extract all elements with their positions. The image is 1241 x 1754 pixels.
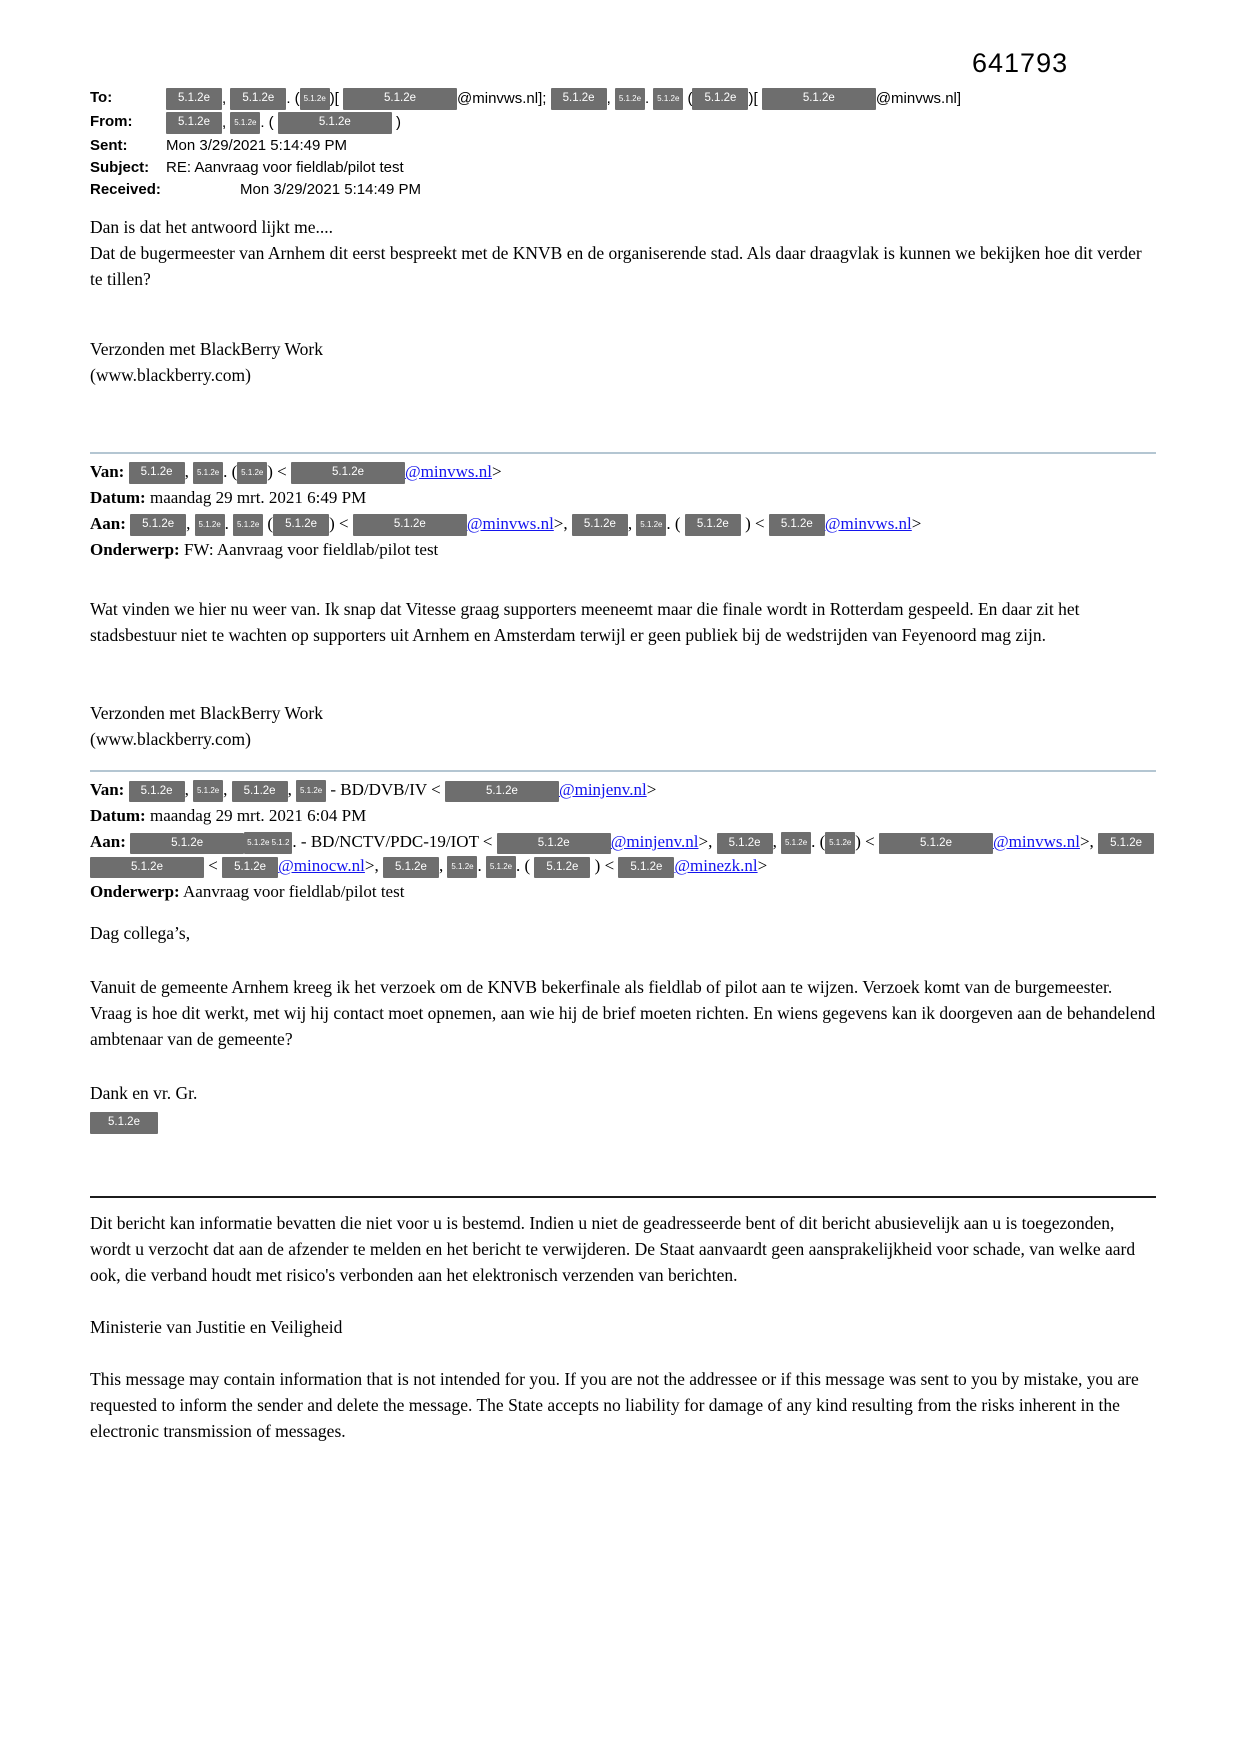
redaction-box: 5.1.2e	[618, 857, 674, 879]
email-link[interactable]: @minocw.nl	[278, 856, 365, 876]
redaction-box: 5.1.2e	[300, 88, 330, 110]
email-link[interactable]: @minezk.nl	[674, 856, 758, 876]
blackberry-signature-1	[90, 336, 1156, 388]
redaction-box: 5.1.2e	[353, 514, 467, 536]
redaction-box: 5.1.2e	[232, 781, 288, 803]
datum-value: maandag 29 mrt. 2021 6:04 PM	[149, 806, 367, 826]
redaction-box: 5.1.2e	[615, 88, 645, 110]
header-row-sent	[90, 136, 1156, 156]
subject-value: RE: Aanvraag voor fieldlab/pilot test	[166, 159, 404, 176]
quoted1-row-datum	[90, 486, 1156, 510]
aan-value: 5.1.2e 5.1.2e 5.1.2 . - BD/NCTV/PDC-19/IOT < 5.1.2e @minjenv.nl>, 5.1.2e , 5.1.2e . ( 5.1.2e ) < 5.1.2e @minvws.nl>, 5.1.2e 5.1.2e < 5.1.2e @minocw.nl>, 5.1.2e , 5.1.2e . 5.1.2e . ( 5.1.2e ) < 5.1.2e @minezk.nl>	[90, 832, 1154, 875]
redaction-box: 5.1.2e	[195, 514, 225, 536]
redaction-box: 5.1.2e	[383, 857, 439, 879]
redaction-box: 5.1.2e	[497, 833, 611, 855]
email-document	[90, 88, 1156, 1444]
onderwerp-value: Aanvraag voor fieldlab/pilot test	[183, 882, 405, 902]
redaction-box: 5.1.2e	[486, 856, 516, 878]
disclaimer-english: This message may contain information that is not intended for you. If you are not the addressee or if this message was sent to you by mistake, you are requested to inform the sender and delete the message. The State accepts no liability for damage of any kind resulting from the risks inherent in the electronic transmission of messages.	[90, 1368, 1139, 1441]
redaction-box: 5.1.2e	[233, 514, 263, 536]
redaction-box: 5.1.2e	[166, 112, 222, 134]
redaction-box: 5.1.2e	[717, 833, 773, 855]
blackberry-line2: (www.blackberry.com)	[90, 729, 251, 750]
header-row-subject	[90, 158, 1156, 178]
email-link[interactable]: @minjenv.nl	[610, 832, 699, 852]
redaction-box: 5.1.2e	[636, 514, 666, 536]
redaction-box: 5.1.2e	[222, 857, 278, 879]
disclaimer-dutch: Dit bericht kan informatie bevatten die niet voor u is bestemd. Indien u niet de geadresseerde bent of dit bericht abusievelijk aan u is toegezonden, wordt u verzocht dat aan de afzender te melden en het bericht te verwijderen. De Staat aanvaardt geen aansprakelijkheid voor schade, van welke aard ook, die verband houdt met risico's verbonden aan het elektronisch verzenden van berichten.	[90, 1212, 1136, 1285]
from-value: 5.1.2e , 5.1.2e . ( 5.1.2e )	[166, 112, 1156, 134]
onderwerp-value: FW: Aanvraag voor fieldlab/pilot test	[183, 540, 439, 560]
redaction-box: 5.1.2e	[230, 112, 260, 134]
redaction-box: 5.1.2e	[534, 857, 590, 879]
email-link[interactable]: @minvws.nl	[824, 514, 912, 534]
redaction-box: 5.1.2e	[90, 1112, 158, 1134]
redaction-box: 5.1.2e	[237, 462, 267, 484]
redaction-box: 5.1.2e	[781, 832, 811, 854]
datum-label: Datum:	[90, 488, 146, 508]
redaction-box: 5.1.2e	[445, 781, 559, 803]
message-body-2: Wat vinden we hier nu weer van. Ik snap dat Vitesse graag supporters meeneemt maar die finale wordt in Rotterdam gespeeld. En daar zit het stadsbestuur niet te wachten op supporters uit Arnhem en Amsterdam terwijl er geen publiek bij de wedstrijden van Feyenoord mag zijn.	[90, 599, 1080, 646]
redaction-box: 5.1.2e	[230, 88, 286, 110]
ministry-name: Ministerie van Justitie en Veiligheid	[90, 1316, 343, 1337]
email-link[interactable]: @minvws.nl	[466, 514, 554, 534]
datum-value: maandag 29 mrt. 2021 6:49 PM	[149, 488, 367, 508]
redaction-box: 5.1.2e	[343, 88, 457, 110]
aan-label: Aan:	[90, 832, 126, 852]
redaction-box: 5.1.2e	[551, 88, 607, 110]
redaction-box: 5.1.2e	[90, 857, 204, 879]
header-row-received	[90, 180, 1156, 200]
van-label: Van:	[90, 780, 125, 800]
quoted2-row-onderwerp	[90, 880, 1156, 904]
quoted1-row-onderwerp	[90, 538, 1156, 562]
blackberry-signature-2	[90, 700, 1156, 752]
message-body-3: Vanuit de gemeente Arnhem kreeg ik het verzoek om de KNVB bekerfinale als fieldlab of pilot aan te wijzen. Verzoek komt van de burgemeester. Vraag is hoe dit werkt, met wij hij contact moet opnemen, aan wie hij de brief moeten richten. En wiens gegevens kan ik doorgeven aan de behandelend ambtenaar van de gemeente?	[90, 977, 1156, 1050]
blackberry-line1: Verzonden met BlackBerry Work	[90, 339, 323, 359]
header-row-to	[90, 88, 1156, 110]
redaction-box: 5.1.2e	[447, 856, 477, 878]
blackberry-line1: Verzonden met BlackBerry Work	[90, 703, 323, 724]
redaction-box: 5.1.2e	[1098, 833, 1154, 855]
redaction-box: 5.1.2e	[193, 462, 223, 484]
redaction-box: 5.1.2e	[130, 833, 244, 855]
email-link[interactable]: @minjenv.nl	[558, 780, 647, 800]
redaction-box: 5.1.2e	[130, 514, 186, 536]
to-value: 5.1.2e , 5.1.2e . ( 5.1.2e )[ 5.1.2e @minvws.nl]; 5.1.2e , 5.1.2e . 5.1.2e ( 5.1.2e )[ 5.1.2e @minvws.nl]	[166, 88, 1156, 110]
received-label: Received:	[90, 181, 161, 198]
redaction-box: 5.1.2e	[278, 112, 392, 134]
redaction-box: 5.1.2e	[129, 781, 185, 803]
message-body-1	[90, 214, 1156, 292]
redaction-box: 5.1.2e 5.1.2	[244, 832, 292, 854]
onderwerp-label: Onderwerp:	[90, 540, 180, 560]
message3-greeting: Dag collega’s,	[90, 923, 191, 944]
onderwerp-label: Onderwerp:	[90, 882, 180, 902]
signature-redaction-row	[90, 1112, 1156, 1134]
redaction-box: 5.1.2e	[572, 514, 628, 536]
redaction-box: 5.1.2e	[879, 833, 993, 855]
redaction-box: 5.1.2e	[653, 88, 683, 110]
quoted2-row-aan	[90, 830, 1156, 878]
quoted1-row-aan	[90, 512, 1156, 536]
quoted-divider-1	[90, 452, 1156, 454]
redaction-box: 5.1.2e	[825, 832, 855, 854]
from-label: From:	[90, 113, 133, 130]
redaction-box: 5.1.2e	[296, 780, 326, 802]
subject-label: Subject:	[90, 159, 150, 176]
datum-label: Datum:	[90, 806, 146, 826]
sent-value: Mon 3/29/2021 5:14:49 PM	[166, 137, 347, 154]
header-row-from	[90, 112, 1156, 134]
aan-label: Aan:	[90, 514, 126, 534]
quoted2-row-van	[90, 778, 1156, 802]
quoted-divider-2	[90, 770, 1156, 772]
message1-line1: Dan is dat het antwoord lijkt me....	[90, 217, 334, 237]
redaction-box: 5.1.2e	[769, 514, 825, 536]
quoted2-row-datum	[90, 804, 1156, 828]
quoted-header-2	[90, 778, 1156, 904]
received-value: Mon 3/29/2021 5:14:49 PM	[240, 181, 421, 198]
redaction-box: 5.1.2e	[762, 88, 876, 110]
redaction-box: 5.1.2e	[692, 88, 748, 110]
email-link[interactable]: @minvws.nl	[405, 462, 492, 481]
to-label: To:	[90, 89, 113, 106]
aan-value: 5.1.2e , 5.1.2e . 5.1.2e ( 5.1.2e ) < 5.1.2e @minvws.nl>, 5.1.2e , 5.1.2e . ( 5.1.2e ) < 5.1.2e @minvws.nl>	[130, 514, 921, 533]
redaction-box: 5.1.2e	[273, 514, 329, 536]
van-label: Van:	[90, 462, 125, 481]
sent-label: Sent:	[90, 137, 128, 154]
blackberry-line2: (www.blackberry.com)	[90, 365, 251, 385]
quoted1-row-van	[90, 460, 1156, 484]
footer-divider	[90, 1196, 1156, 1198]
redaction-box: 5.1.2e	[166, 88, 222, 110]
van-value: 5.1.2e , 5.1.2e . ( 5.1.2e ) < 5.1.2e @minvws.nl>	[129, 462, 502, 481]
message3-closing: Dank en vr. Gr.	[90, 1083, 198, 1104]
email-link[interactable]: @minvws.nl	[993, 832, 1080, 852]
redaction-box: 5.1.2e	[291, 462, 405, 484]
van-value: 5.1.2e , 5.1.2e , 5.1.2e , 5.1.2e - BD/DVB/IV < 5.1.2e @minjenv.nl>	[129, 780, 657, 799]
message1-line2: Dat de bugermeester van Arnhem dit eerst bespreekt met de KNVB en de organiserende stad. Als daar draagvlak is kunnen we bekijken hoe dit verder te tillen?	[90, 243, 1142, 289]
quoted-header-1	[90, 460, 1156, 562]
document-number: 641793	[972, 48, 1069, 78]
redaction-box: 5.1.2e	[685, 514, 741, 536]
email-header	[90, 88, 1156, 200]
redaction-box: 5.1.2e	[129, 462, 185, 484]
redaction-box: 5.1.2e	[193, 780, 223, 802]
